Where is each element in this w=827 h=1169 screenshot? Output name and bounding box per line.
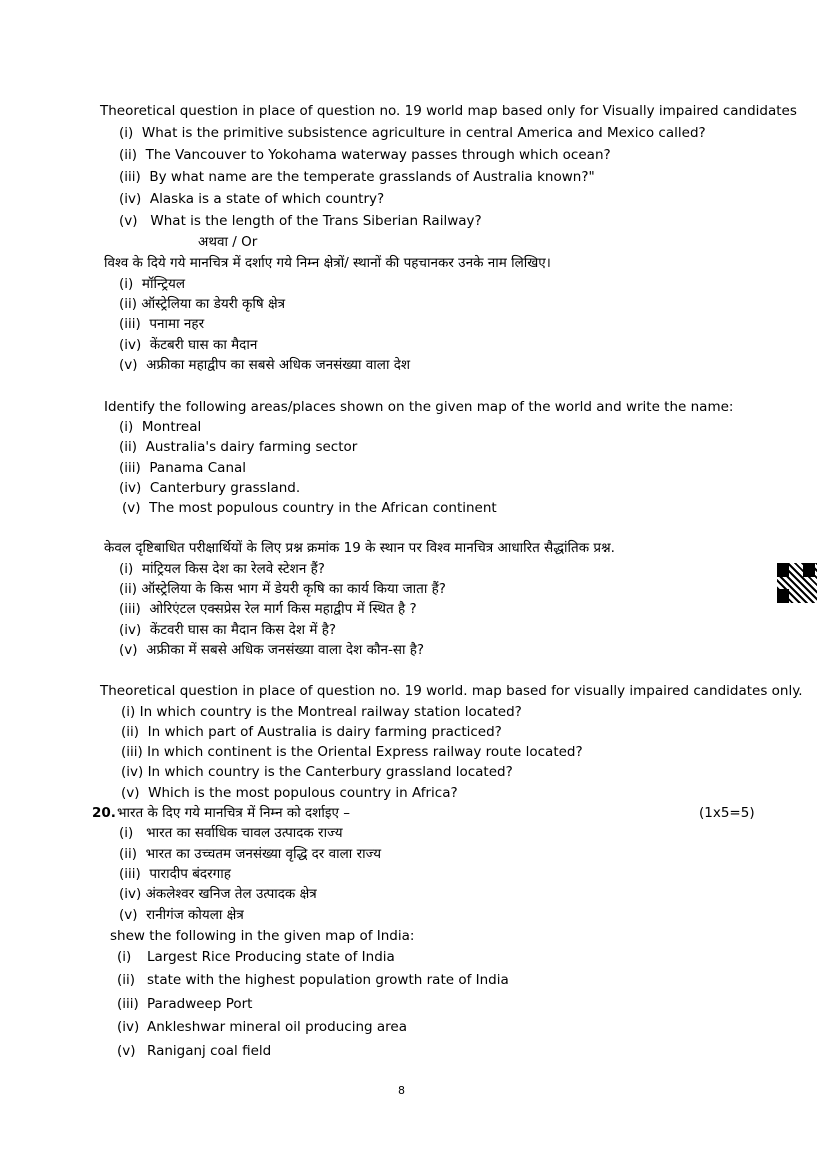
list-item: (i) Montreal [119, 419, 202, 435]
list-item: (iii) Paradweep Port [117, 996, 253, 1012]
list-item: (iv) Ankleshwar mineral oil producing area [117, 1019, 407, 1035]
question-number: 20. [92, 805, 116, 821]
block3-heading: Identify the following areas/places shown on the given map of the world and write the name: [104, 399, 734, 415]
block5-heading: Theoretical question in place of question no. 19 world. map based for visually impaired candidates only. [100, 683, 803, 699]
list-item: (i) मांट्रियल किस देश का रेलवे स्टेशन हैं? [119, 561, 325, 577]
list-item: (iv) अंकलेश्वर खनिज तेल उत्पादक क्षेत्र [119, 886, 317, 902]
list-item: (iii) पनामा नहर [119, 316, 205, 332]
list-item: (iii) By what name are the temperate grasslands of Australia known?" [119, 169, 595, 185]
list-item: (iv) केंटबरी घास का मैदान [119, 337, 258, 353]
block2-heading: विश्व के दिये गये मानचित्र में दर्शाए गये निम्न क्षेत्रों/ स्थानों की पहचानकर उनके नाम लिखिए। [104, 255, 551, 271]
list-item: (ii) Australia's dairy farming sector [119, 439, 358, 455]
list-item: (v) अफ्रीका महाद्वीप का सबसे अधिक जनसंख्या वाला देश [119, 357, 411, 373]
list-item: (i) मॉन्ट्रियल [119, 276, 185, 292]
list-item: (v) रानीगंज कोयला क्षेत्र [119, 907, 244, 923]
list-item: (i) Largest Rice Producing state of India [117, 949, 395, 965]
block4-heading: केवल दृष्टिबाधित परीक्षार्थियों के लिए प्रश्न क्रमांक 19 के स्थान पर विश्व मानचित्र आधारित सैद्धांतिक प्रश्न. [104, 540, 615, 556]
list-item: (v) Raniganj coal field [117, 1043, 272, 1059]
list-item: (ii) ऑस्ट्रेलिया का डेयरी कृषि क्षेत्र [119, 296, 286, 312]
block1-heading: Theoretical question in place of question no. 19 world map based only for Visually impaired candidates [100, 103, 797, 119]
list-item: (ii) The Vancouver to Yokohama waterway passes through which ocean? [119, 147, 611, 163]
list-item: (iv) In which country is the Canterbury grassland located? [121, 764, 513, 780]
list-item: (v) The most populous country in the African continent [122, 500, 497, 516]
list-item: (v) अफ्रीका में सबसे अधिक जनसंख्या वाला देश कौन-सा है? [119, 642, 425, 658]
list-item: (i) In which country is the Montreal railway station located? [121, 704, 522, 720]
list-item: (iv) Canterbury grassland. [119, 480, 301, 496]
list-item: (iii) Panama Canal [119, 460, 247, 476]
qr-code-icon [777, 563, 817, 603]
list-item: (ii) In which part of Australia is dairy farming practiced? [121, 724, 502, 740]
q20-heading-english: shew the following in the given map of India: [110, 928, 415, 944]
list-item: (iv) केंटवरी घास का मैदान किस देश में है? [119, 622, 337, 638]
list-item: (ii) state with the highest population growth rate of India [117, 972, 509, 988]
list-item: (iii) ओरिएंटल एक्सप्रेस रेल मार्ग किस महाद्वीप में स्थित है ? [119, 601, 417, 617]
list-item: (ii) भारत का उच्चतम जनसंख्या वृद्धि दर वाला राज्य [119, 846, 382, 862]
page-number: 8 [398, 1084, 405, 1097]
q20-heading-hindi: भारत के दिए गये मानचित्र में निम्न को दर्शाइए – [117, 805, 350, 821]
list-item: (ii) ऑस्ट्रेलिया के किस भाग में डेयरी कृषि का कार्य किया जाता हैं? [119, 581, 446, 597]
list-item: (iii) पारादीप बंदरगाह [119, 866, 231, 882]
or-separator: अथवा / Or [198, 234, 258, 250]
marks-label: (1x5=5) [699, 805, 755, 821]
list-item: (iv) Alaska is a state of which country? [119, 191, 385, 207]
list-item: (iii) In which continent is the Oriental Express railway route located? [121, 744, 583, 760]
list-item: (v) What is the length of the Trans Siberian Railway? [119, 213, 482, 229]
list-item: (i) भारत का सर्वाधिक चावल उत्पादक राज्य [119, 825, 343, 841]
list-item: (i) What is the primitive subsistence agriculture in central America and Mexico called? [119, 125, 706, 141]
list-item: (v) Which is the most populous country in Africa? [121, 785, 458, 801]
